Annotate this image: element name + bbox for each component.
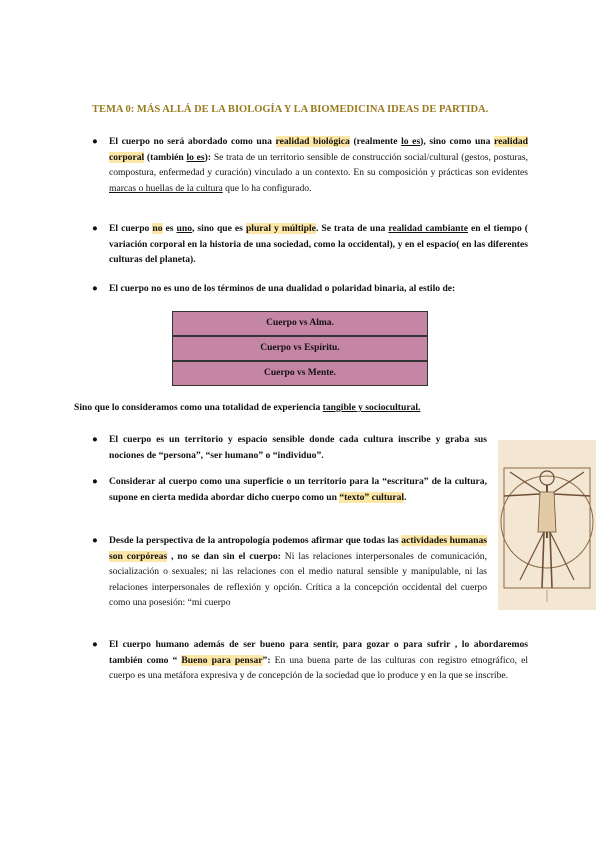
duality-box-1: Cuerpo vs Alma. (172, 311, 428, 336)
duality-box-2: Cuerpo vs Espíritu. (172, 336, 428, 361)
bullet-1-text: El cuerpo no será abordado como una realidad biológica (realmente lo es), sino como una realidad corporal (también lo es): Se trata de un territorio sensible de construcción social/cultural (gestos, posturas, compostura, enfermedad y curación) vinculado a un contexto. En su composición y prácticas son evidentes marcas o huellas de la cultura que lo ha configurado. (109, 136, 528, 194)
bullet-dot: ● (92, 223, 98, 234)
bullet-7-text: El cuerpo humano además de ser bueno para sentir, para gozar o para sufrir , lo abordaremos también como “ Bueno para pensar”: En una buena parte de las culturas con registro etnográfico, el cuerpo es una metáfora expresiva y de concepción de la sociedad que lo produce y en la que se inscribe. (109, 639, 529, 681)
bullet-6-text: Desde la perspectiva de la antropología podemos afirmar que todas las actividades humanas son corpóreas , no se dan sin el cuerpo: Ni las relaciones interpersonales de comunicación, socialización o sexuales; ni las relaciones con el medio natural sensible y manipulable, ni las relaciones interpersonales de reflexión y opción. Crítica a la concepción occidental del cuerpo como una posesión: “mi cuerpo (109, 535, 487, 608)
bullet-dot: ● (92, 535, 98, 546)
bullet-dot: ● (92, 476, 98, 487)
vitruvian-man-icon (498, 440, 596, 610)
bullet-4-text: El cuerpo es un territorio y espacio sensible donde cada cultura inscribe y graba sus nociones de “persona”, “ser humano” o “individuo”. (109, 434, 487, 461)
bullet-dot: ● (92, 136, 98, 147)
bullet-dot: ● (92, 283, 98, 294)
page-title: TEMA 0: MÁS ALLÁ DE LA BIOLOGÍA Y LA BIOMEDICINA IDEAS DE PARTIDA. (92, 104, 489, 115)
duality-box-3: Cuerpo vs Mente. (172, 361, 428, 386)
bullet-2-text: El cuerpo no es uno, sino que es plural y múltiple. Se trata de una realidad cambiante en el tiempo ( variación corporal en la historia de una sociedad, como la occidental), y en el espacio( en las diferentes culturas del planeta). (109, 223, 528, 265)
intro-text: Sino que lo consideramos como una totalidad de experiencia tangible y sociocultural. (74, 402, 421, 413)
bullet-5-text: Considerar al cuerpo como una superficie o un territorio para la “escritura” de la cultura, supone en cierta medida abordar dicho cuerpo como un “texto” cultural. (109, 476, 487, 503)
bullet-dot: ● (92, 434, 98, 445)
bullet-dot: ● (92, 639, 98, 650)
bullet-3-text: El cuerpo no es uno de los términos de una dualidad o polaridad binaria, al estilo de: (109, 283, 456, 294)
